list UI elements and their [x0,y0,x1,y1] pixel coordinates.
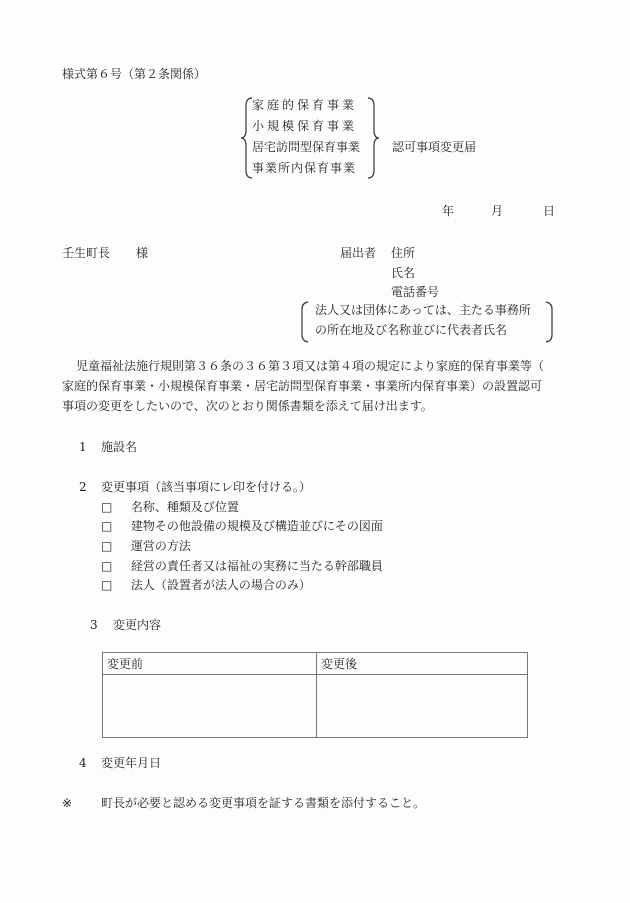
form-number: 様式第６号（第２条関係） [62,67,207,81]
applicant-phone-field[interactable]: 電話番号 [391,285,440,299]
right-brace-icon [366,96,380,180]
checkbox-icon[interactable]: □ [101,500,113,514]
business-type-4: 事業所内保育事業 [252,161,357,175]
body-text-line3: 事項の変更をしたいので、次のとおり関係書類を添えて届け出ます。 [62,399,433,413]
after-content-cell[interactable] [317,675,528,738]
applicant-address-field[interactable]: 住所 [391,246,416,260]
section-1-number: 1 [79,440,87,454]
section-2-number: 2 [79,480,87,494]
section-2-label: 変更事項（該当事項にレ印を付ける。） [101,480,312,494]
change-option-name-type-location[interactable] [101,499,239,515]
applicant-note-line2: の所在地及び名称並びに代表者氏名 [315,323,508,337]
change-option-building-facilities[interactable] [101,518,383,534]
footnote-mark: ※ [62,796,73,810]
checkbox-icon[interactable]: □ [101,539,113,553]
section-4-number: 4 [79,756,87,770]
change-option-corporation[interactable] [101,577,311,593]
date-year: 年 [442,204,455,218]
change-content-table [102,652,528,738]
section-1-facility-name[interactable]: 施設名 [101,440,138,454]
body-text-line1: 児童福祉法施行規則第３６条の３６第３項又は第４項の規定により家庭的保育事業等（ [76,359,545,373]
applicant-name-field[interactable]: 氏名 [391,266,416,280]
change-option-operation-method[interactable] [101,538,191,554]
date-day: 日 [543,204,556,218]
section-3-label: 変更内容 [113,618,162,632]
applicant-label: 届出者 [340,246,377,260]
option-label: 名称、種類及び位置 [130,500,239,514]
footnote-text: 町長が必要と認める変更事項を証する書類を添付すること。 [101,796,426,810]
checkbox-icon[interactable]: □ [101,519,113,533]
form-title-suffix: 認可事項変更届 [392,140,477,154]
header-before: 変更前 [103,653,317,675]
addressee-name: 壬生町長 [62,246,111,260]
right-paren-icon [544,301,554,343]
option-label: 運営の方法 [130,539,191,553]
addressee-honorific: 様 [136,246,149,260]
business-type-2: 小規模保育事業 [252,119,358,133]
option-label: 建物その他設備の規模及び構造並びにその図面 [130,519,383,533]
section-3-number: 3 [90,618,98,632]
business-type-3: 居宅訪問型保育事業 [252,140,361,154]
left-paren-icon [300,301,310,343]
before-content-cell[interactable] [103,675,317,738]
checkbox-icon[interactable]: □ [101,578,113,592]
applicant-note-line1: 法人又は団体にあっては、主たる事務所 [315,303,531,317]
date-month: 月 [491,204,504,218]
section-4-change-date[interactable]: 変更年月日 [101,756,162,770]
option-label: 経営の責任者又は福祉の実務に当たる幹部職員 [130,559,383,573]
checkbox-icon[interactable]: □ [101,559,113,573]
body-text-line2: 家庭的保育事業・小規模保育事業・居宅訪問型保育事業・事業所内保育事業）の設置認可 [62,379,543,393]
header-after: 変更後 [317,653,528,675]
change-option-management-staff[interactable] [101,558,383,574]
business-type-1: 家庭的保育事業 [252,98,358,112]
option-label: 法人（設置者が法人の場合のみ） [130,578,311,592]
